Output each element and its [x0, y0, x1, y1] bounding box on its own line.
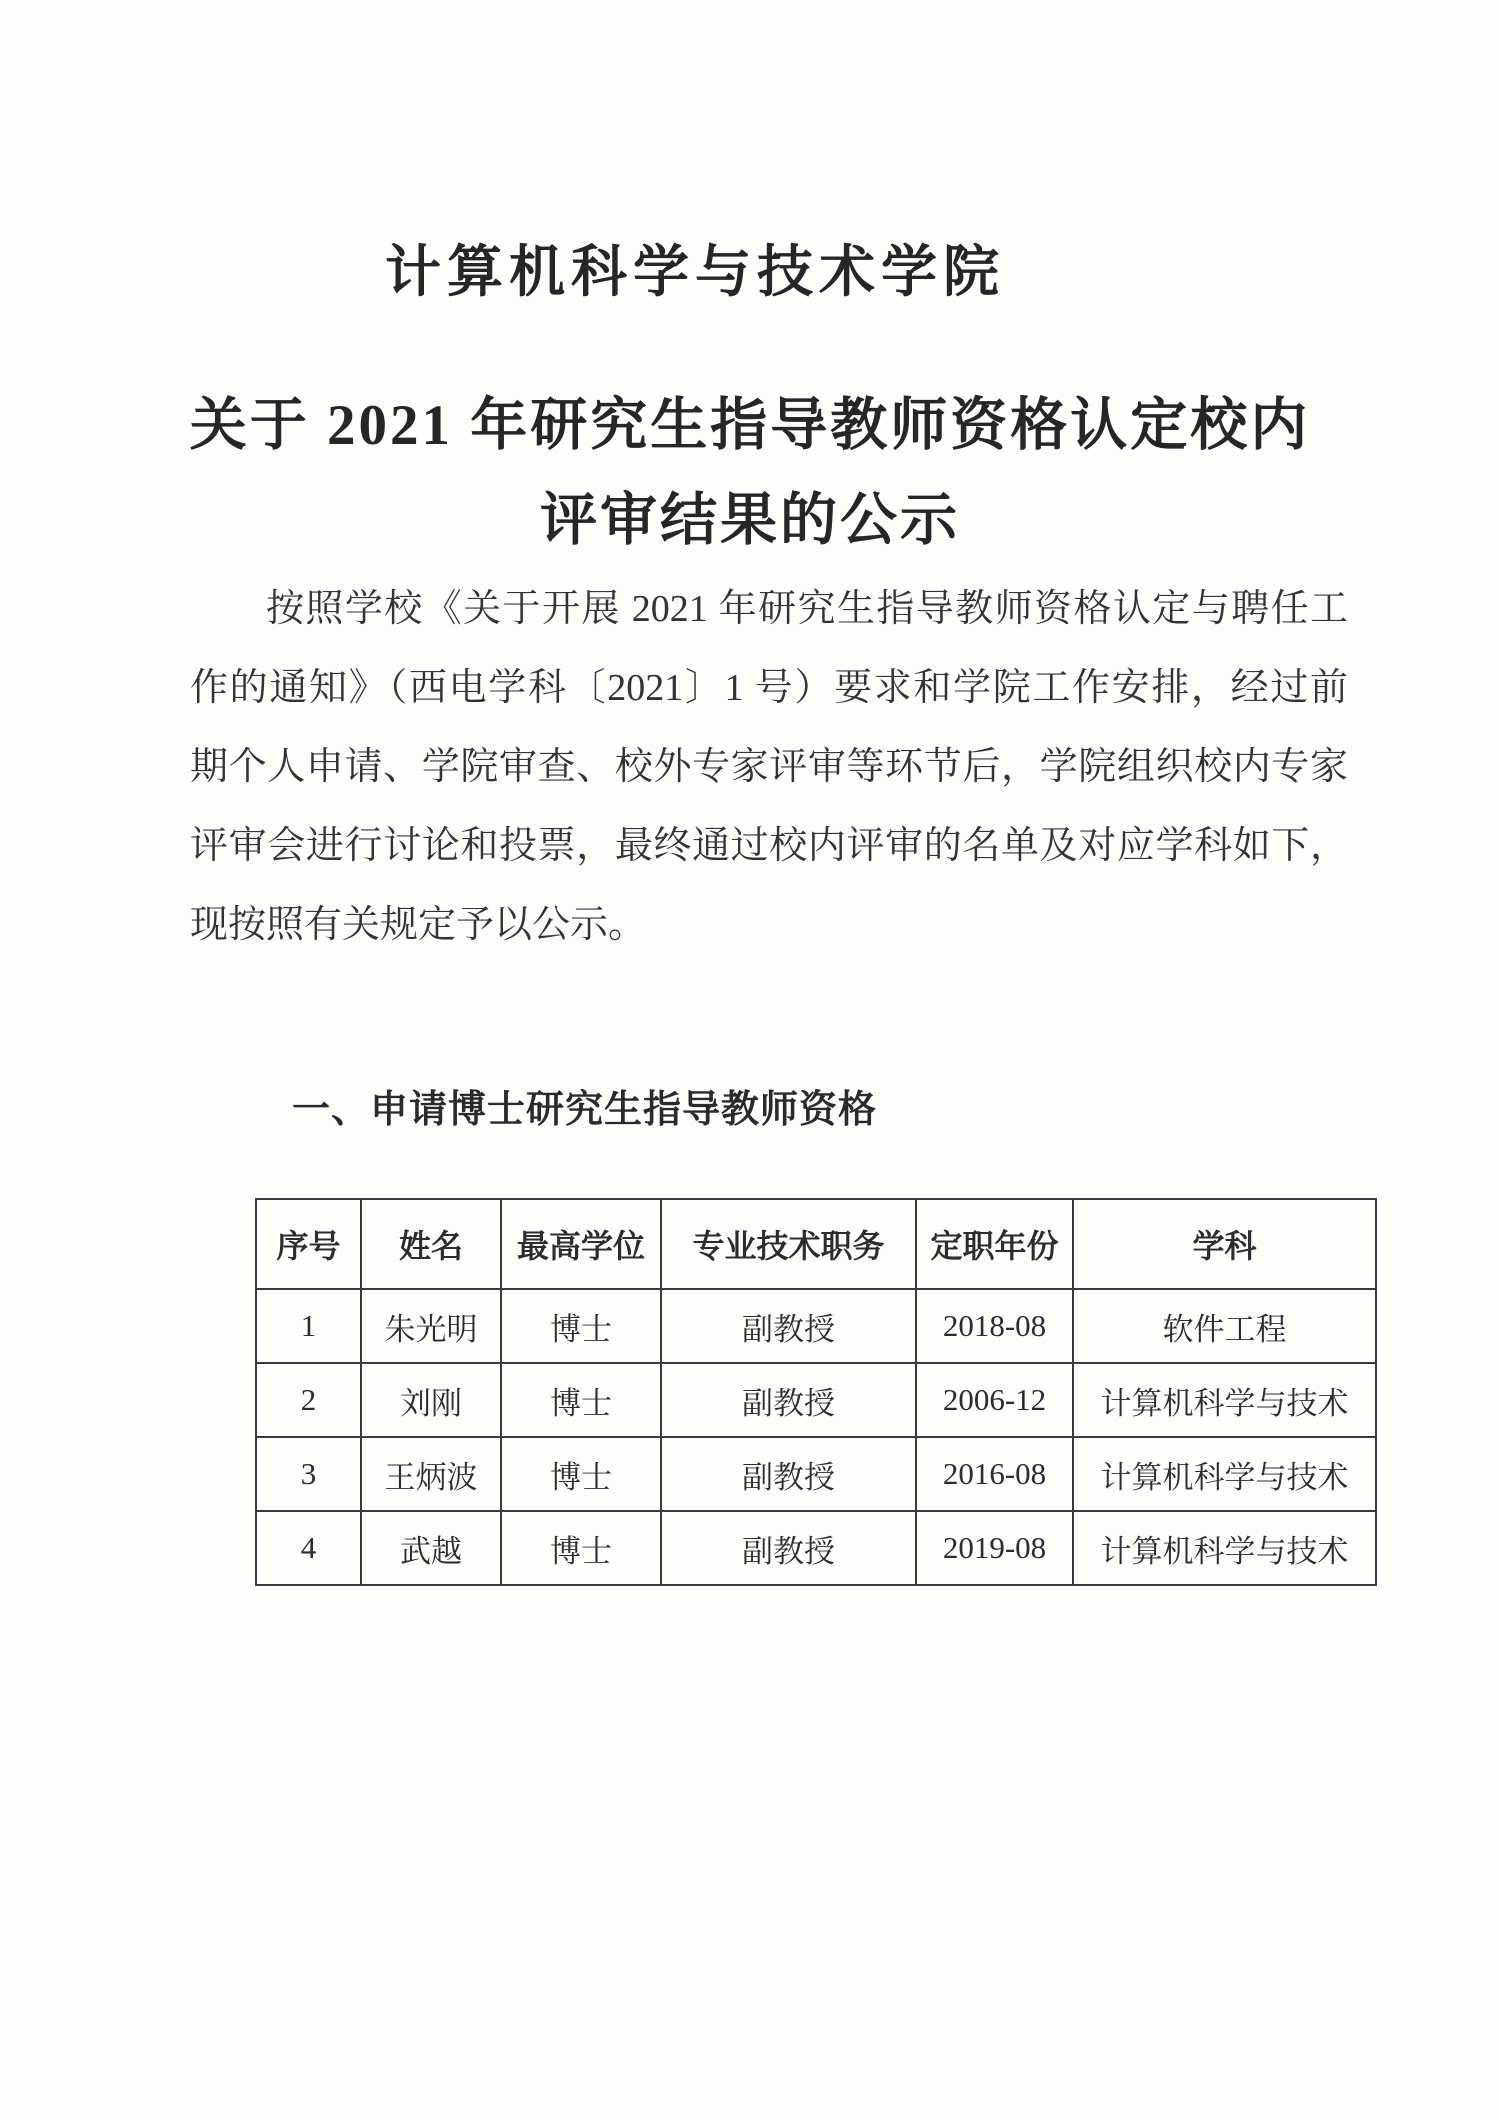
cell-year: 2018-08 [916, 1289, 1073, 1363]
cell-discipline: 计算机科学与技术 [1073, 1437, 1376, 1511]
col-header-name: 姓名 [361, 1199, 501, 1289]
cell-discipline: 计算机科学与技术 [1073, 1363, 1376, 1437]
cell-name: 武越 [361, 1511, 501, 1585]
applicants-table [255, 1198, 1377, 1586]
table-row [256, 1511, 1376, 1585]
col-header-title: 专业技术职务 [661, 1199, 916, 1289]
document-subtitle-line-1: 关于 2021 年研究生指导教师资格认定校内 [189, 394, 1311, 457]
col-header-degree: 最高学位 [501, 1199, 661, 1289]
cell-title: 副教授 [661, 1289, 916, 1363]
cell-name: 朱光明 [361, 1289, 501, 1363]
paragraph-line-1: 按照学校《关于开展 2021 年研究生指导教师资格认定与聘任工 [266, 588, 1348, 630]
col-header-year: 定职年份 [916, 1199, 1073, 1289]
table-body [256, 1289, 1376, 1585]
cell-discipline: 软件工程 [1073, 1289, 1376, 1363]
cell-year: 2016-08 [916, 1437, 1073, 1511]
document-title: 计算机科学与技术学院 [385, 242, 1005, 304]
paragraph-line-5: 现按照有关规定予以公示。 [190, 904, 647, 946]
col-header-discipline: 学科 [1073, 1199, 1376, 1289]
section-heading-doctoral-supervisor: 一、申请博士研究生指导教师资格 [292, 1089, 878, 1131]
cell-title: 副教授 [661, 1363, 916, 1437]
paragraph-line-2: 作的通知》（西电学科〔2021〕1 号）要求和学院工作安排，经过前 [190, 667, 1348, 709]
body-paragraph [190, 570, 1348, 965]
cell-degree: 博士 [501, 1511, 661, 1585]
table-row [256, 1289, 1376, 1363]
paragraph-line-3: 期个人申请、学院审查、校外专家评审等环节后，学院组织校内专家 [190, 746, 1348, 788]
cell-index: 3 [256, 1437, 361, 1511]
cell-name: 刘刚 [361, 1363, 501, 1437]
col-header-index: 序号 [256, 1199, 361, 1289]
cell-degree: 博士 [501, 1363, 661, 1437]
document-subtitle-line-2: 评审结果的公示 [540, 489, 960, 552]
cell-name: 王炳波 [361, 1437, 501, 1511]
cell-title: 副教授 [661, 1437, 916, 1511]
table-header [256, 1199, 1376, 1289]
table-header-row [256, 1199, 1376, 1289]
cell-discipline: 计算机科学与技术 [1073, 1511, 1376, 1585]
cell-index: 4 [256, 1511, 361, 1585]
cell-degree: 博士 [501, 1289, 661, 1363]
table-row [256, 1363, 1376, 1437]
document-subtitle [75, 378, 1425, 568]
table-row [256, 1437, 1376, 1511]
cell-index: 1 [256, 1289, 361, 1363]
paragraph-line-4: 评审会进行讨论和投票，最终通过校内评审的名单及对应学科如下， [190, 825, 1348, 867]
cell-year: 2006-12 [916, 1363, 1073, 1437]
cell-index: 2 [256, 1363, 361, 1437]
cell-year: 2019-08 [916, 1511, 1073, 1585]
cell-degree: 博士 [501, 1437, 661, 1511]
cell-title: 副教授 [661, 1511, 916, 1585]
